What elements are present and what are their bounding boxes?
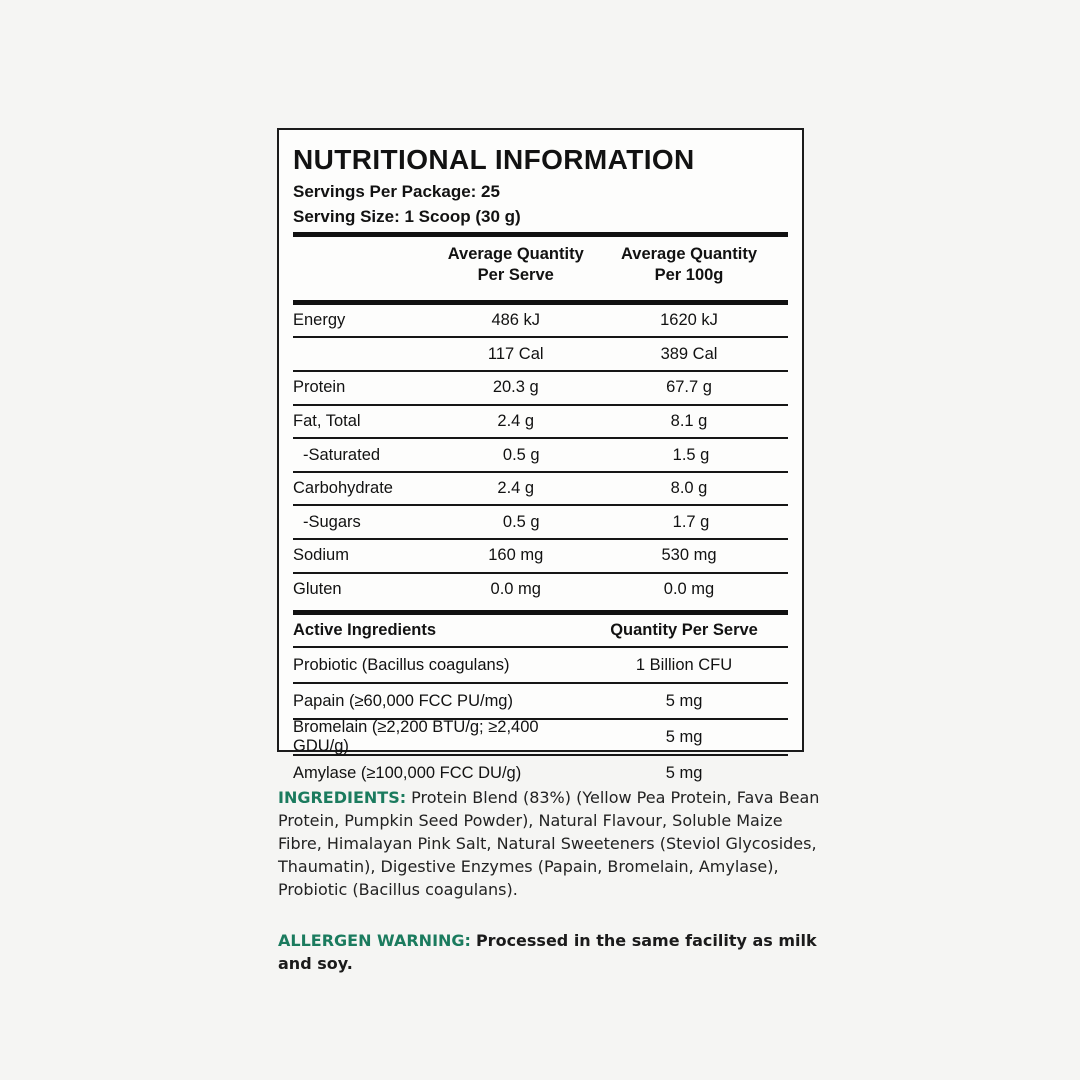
nutrient-per-serve: 2.4 g: [497, 411, 535, 430]
column-header-per-100g: [590, 244, 788, 287]
nutrient-name: Carbohydrate: [293, 479, 393, 498]
nutrition-row: [293, 504, 788, 538]
nutrient-per-serve: 160 mg: [488, 546, 544, 565]
nutrient-per-100g: 8.0 g: [670, 479, 708, 498]
nutrient-per-serve: 0.0 mg: [490, 579, 541, 598]
active-ingredients-header-row: [293, 615, 788, 648]
nutrition-row: [293, 572, 788, 606]
ingredients-text: Protein Blend (83%) (Yellow Pea Protein, Fava Bean Protein, Pumpkin Seed Powder), Natural Flavour, Soluble Maize Fibre, Himalayan Pink Salt, Natural Sweeteners (Steviol Glycosides, Thaumatin), Digestive Enzymes (Papain, Bromelain, Amylase), Probiotic (Bacillus coagulans).: [278, 788, 820, 899]
nutrient-per-serve: 486 kJ: [491, 311, 541, 330]
active-ingredients-table: [293, 648, 788, 790]
ingredients-paragraph: [278, 786, 820, 901]
nutrient-per-100g: 389 Cal: [660, 344, 718, 363]
nutrition-row: [293, 404, 788, 438]
servings-per-package: Servings Per Package: 25: [293, 182, 500, 201]
nutrient-per-100g: 0.0 mg: [663, 579, 715, 598]
active-ingredient-row: [293, 718, 788, 754]
nutrition-row: [293, 305, 788, 337]
active-ingredient-name: Papain (≥60,000 FCC PU/mg): [293, 691, 513, 710]
active-ingredient-name: Amylase (≥100,000 FCC DU/g): [293, 763, 522, 782]
table-header-row: [293, 237, 788, 295]
nutrition-row: [293, 370, 788, 404]
nutrient-per-serve: 117 Cal: [487, 344, 544, 363]
per-100g-line1: Average Quantity: [620, 245, 757, 263]
active-ingredient-name: Bromelain (≥2,200 BTU/g; ≥2,400 GDU/g): [293, 718, 539, 756]
nutrient-per-serve: 20.3 g: [492, 378, 539, 397]
nutrient-name: -Sugars: [303, 512, 361, 531]
per-100g-line2: Per 100g: [654, 266, 724, 285]
per-serve-line1: Average Quantity: [447, 245, 584, 263]
nutrient-per-100g: 1620 kJ: [660, 311, 718, 330]
nutrient-name: Protein: [293, 378, 346, 397]
nutrient-per-100g: 1.5 g: [672, 445, 710, 464]
nutrient-per-100g: 67.7 g: [666, 378, 712, 397]
active-ingredient-name: Probiotic (Bacillus coagulans): [293, 655, 510, 674]
nutrient-per-serve: 0.5 g: [502, 445, 540, 464]
nutrient-name: -Saturated: [303, 445, 381, 464]
nutrition-row: [293, 336, 788, 370]
active-ingredient-row: [293, 648, 788, 682]
allergen-paragraph: [278, 929, 820, 975]
active-ingredients-header: Active Ingredients: [293, 621, 437, 640]
quantity-per-serve-header: Quantity Per Serve: [610, 621, 758, 640]
active-ingredient-row: [293, 682, 788, 718]
nutrient-per-100g: 530 mg: [661, 546, 717, 565]
nutrition-table: [293, 305, 788, 605]
active-ingredient-qty: 1 Billion CFU: [635, 655, 733, 674]
active-ingredient-row: [293, 754, 788, 790]
nutrition-row: [293, 538, 788, 572]
serving-size: Serving Size: 1 Scoop (30 g): [293, 207, 521, 226]
column-header-per-serve: [442, 244, 591, 287]
active-ingredient-qty: 5 mg: [665, 763, 703, 782]
allergen-label: ALLERGEN WARNING:: [278, 931, 471, 950]
nutrition-row: [293, 437, 788, 471]
ingredients-label: INGREDIENTS:: [278, 788, 407, 807]
nutrient-name: Gluten: [293, 579, 342, 598]
active-ingredient-qty: 5 mg: [665, 691, 703, 710]
active-ingredient-qty: 5 mg: [665, 727, 703, 746]
panel-title: NUTRITIONAL INFORMATION: [293, 144, 695, 175]
nutrient-per-serve: 0.5 g: [502, 512, 540, 531]
nutrient-name: Fat, Total: [293, 411, 361, 430]
nutrient-per-serve: 2.4 g: [497, 479, 535, 498]
nutrient-per-100g: 8.1 g: [670, 411, 708, 430]
nutrition-panel: [277, 128, 804, 782]
nutrient-name: Sodium: [293, 546, 349, 565]
per-serve-line2: Per Serve: [477, 266, 554, 285]
nutrient-per-100g: 1.7 g: [672, 512, 710, 531]
allergen-text: Processed in the same facility as milk and soy.: [278, 931, 817, 973]
nutrient-name: Energy: [293, 311, 346, 330]
nutrition-row: [293, 471, 788, 505]
